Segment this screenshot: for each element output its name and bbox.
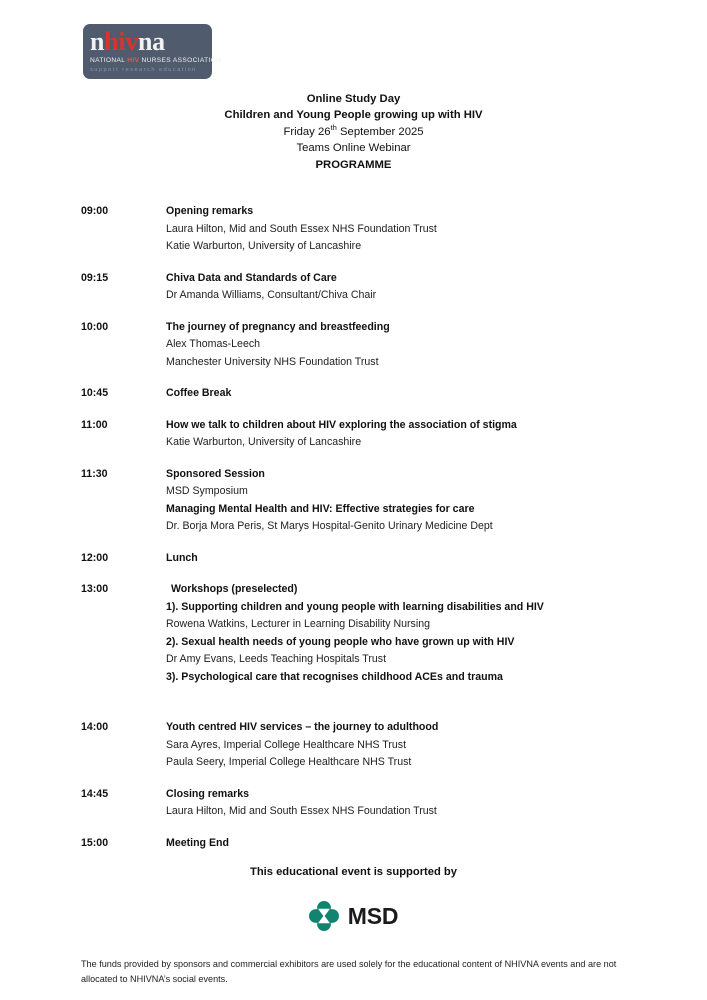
nhivna-logo [83, 24, 222, 79]
schedule-entry-time: 09:15 [81, 271, 109, 284]
nhivna-wordmark-highlight: hiv [104, 27, 138, 56]
nhivna-wordmark [90, 28, 205, 55]
schedule-entry-title: Closing remarks [166, 787, 250, 800]
schedule-entry-title: Opening remarks [166, 205, 254, 217]
schedule-entry-speaker: Katie Warburton, University of Lancashire [166, 436, 362, 448]
schedule-entry [81, 786, 641, 821]
nhivna-subtitle-pre: NATIONAL [90, 57, 128, 64]
schedule-entry-time: 09:00 [81, 205, 109, 217]
schedule-entry-title: Managing Mental Health and HIV: Effective strategies for care [166, 502, 475, 515]
footer-disclaimer: The funds provided by sponsors and commercial exhibitors are used solely for the educational content of NHIVNA events and are not allocated to NHIVNA’s social events. [81, 959, 617, 984]
nhivna-subtitle [90, 56, 222, 65]
schedule-entry-time: 14:45 [81, 787, 109, 800]
schedule-entry-time: 10:45 [81, 387, 109, 399]
nhivna-subtitle-highlight: HIV [127, 57, 140, 64]
schedule-entry-speaker: Dr Amanda Williams, Consultant/Chiva Chair [166, 289, 377, 301]
schedule-entry-time: 11:30 [81, 467, 108, 480]
msd-wordmark: MSD [347, 903, 399, 929]
document-header [0, 91, 707, 173]
schedule-entry-speaker: Rowena Watkins, Lecturer in Learning Disability Nursing [166, 618, 430, 630]
schedule-entry-body [166, 417, 641, 452]
schedule-entry-title: 3). Psychological care that recognises childhood ACEs and trauma [166, 670, 503, 683]
schedule-entry-speaker: Laura Hilton, Mid and South Essex NHS Foundation Trust [166, 805, 437, 817]
schedule-entry-speaker: Laura Hilton, Mid and South Essex NHS Foundation Trust [166, 222, 437, 235]
programme-schedule [81, 203, 641, 866]
schedule-entry [81, 417, 641, 452]
schedule-entry-body [166, 786, 641, 821]
schedule-entry-speaker: Dr. Borja Mora Peris, St Marys Hospital-Genito Urinary Medicine Dept [166, 520, 493, 532]
schedule-entry [81, 719, 641, 772]
schedule-entry-time: 11:00 [81, 418, 108, 431]
schedule-entry-body [166, 835, 641, 853]
header-title-line2: Children and Young People growing up with HIV [224, 109, 483, 122]
schedule-entry-title: Youth centred HIV services – the journey to adulthood [166, 721, 439, 733]
schedule-entry-speaker: MSD Symposium [166, 485, 248, 497]
nhivna-wordmark-post: na [137, 27, 165, 56]
schedule-entry [81, 581, 641, 686]
schedule-entry-body [166, 203, 641, 256]
schedule-entry-title: Meeting End [166, 836, 229, 849]
schedule-entry-body [166, 319, 641, 372]
header-date [0, 124, 707, 140]
schedule-entry-time: 14:00 [81, 721, 109, 733]
nhivna-subtitle-post: NURSES ASSOCIATION [139, 57, 222, 64]
header-format: Teams Online Webinar [296, 142, 411, 155]
schedule-entry-time: 13:00 [81, 583, 109, 595]
schedule-entry-title: How we talk to children about HIV exploring the association of stigma [166, 418, 517, 431]
schedule-entry-title: Coffee Break [166, 387, 232, 399]
header-date-suffix: September 2025 [336, 125, 424, 138]
schedule-entry-title: Sponsored Session [166, 467, 265, 480]
header-date-prefix: Friday 26 [283, 125, 331, 138]
header-programme-label: PROGRAMME [315, 158, 392, 171]
msd-clover-icon [309, 901, 339, 931]
schedule-entry-body [166, 719, 641, 772]
schedule-entry [81, 550, 641, 568]
schedule-entry [81, 270, 641, 305]
schedule-entry-title: 2). Sexual health needs of young people who have grown up with HIV [166, 635, 515, 648]
schedule-entry-title: Lunch [166, 551, 198, 564]
schedule-entry-speaker: Alex Thomas-Leech [166, 338, 261, 350]
nhivna-wordmark-pre: n [90, 27, 105, 56]
schedule-entry [81, 319, 641, 372]
schedule-entry-speaker: Paula Seery, Imperial College Healthcare NHS Trust [166, 756, 412, 768]
schedule-entry-body [166, 385, 641, 403]
schedule-entry-time: 15:00 [81, 836, 109, 849]
schedule-entry [81, 835, 641, 853]
sponsor-support-text: This educational event is supported by [249, 866, 457, 878]
schedule-entry-speaker: Katie Warburton, University of Lancashire [166, 240, 362, 252]
schedule-entry-time: 12:00 [81, 551, 109, 564]
msd-logo [0, 901, 707, 931]
schedule-entry-body [166, 550, 641, 568]
schedule-entry [81, 203, 641, 256]
schedule-entry-body [166, 466, 641, 536]
header-title-line1: Online Study Day [306, 93, 401, 105]
schedule-entry-time: 10:00 [81, 320, 109, 333]
schedule-entry-speaker: Manchester University NHS Foundation Trust [166, 355, 379, 368]
schedule-entry-title: 1). Supporting children and young people with learning disabilities and HIV [166, 600, 544, 613]
schedule-entry-body [166, 581, 641, 686]
schedule-entry [81, 385, 641, 403]
nhivna-logo-box [83, 24, 222, 79]
schedule-entry [81, 466, 641, 536]
header-date-ordinal: th [330, 123, 337, 133]
schedule-entry-title: Chiva Data and Standards of Care [166, 271, 337, 284]
schedule-entry-speaker: Dr Amy Evans, Leeds Teaching Hospitals Trust [166, 653, 387, 665]
schedule-entry-speaker: Sara Ayres, Imperial College Healthcare NHS Trust [166, 738, 407, 751]
nhivna-tagline: support research education [90, 67, 197, 73]
schedule-entry-body [166, 270, 641, 305]
schedule-entry-title: The journey of pregnancy and breastfeeding [166, 320, 390, 333]
schedule-entry-title: Workshops (preselected) [171, 583, 298, 595]
